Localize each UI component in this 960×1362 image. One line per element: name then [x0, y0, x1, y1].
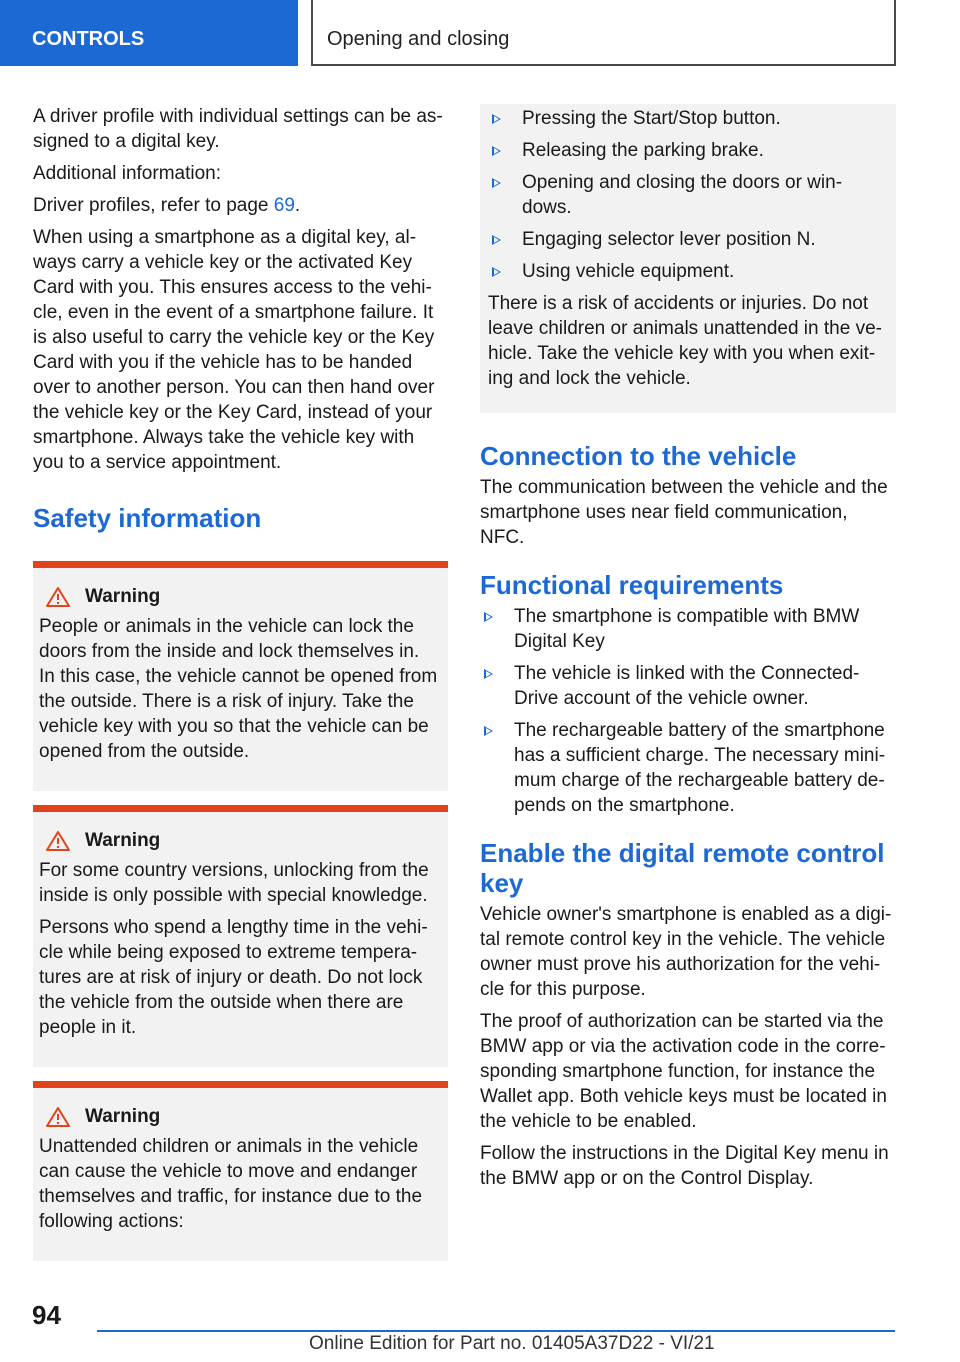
reference-prefix: Driver profiles, refer to page — [33, 195, 274, 216]
list-item: Pressing the Start/Stop button. — [488, 106, 886, 131]
bullet-triangle-icon — [484, 612, 493, 622]
list-item: The rechargeable battery of the smartphone has a sufficient charge. The necessary mini-mum charge of the rechargeable battery de-pends on the smartphone. — [480, 718, 896, 818]
warning-triangle-icon — [45, 830, 71, 852]
list-item: Releasing the parking brake. — [488, 138, 886, 163]
page-69-link[interactable]: 69 — [273, 195, 295, 216]
warning-continued-box — [480, 104, 896, 413]
smartphone-note: When using a smartphone as a digital key, al-ways carry a vehicle key or the activated Key Card with you. This ensures access to the vehi-cle, even in the event of a smartphone failure. It is also useful to carry the vehicle key or the Key Card with you if the vehicle has to be handed over to another person. You can then hand over the vehicle key or the Key Card, instead of your smartphone. Always take the vehicle key with you to a service appointment. — [33, 227, 435, 473]
safety-heading: Safety information — [33, 503, 262, 533]
bullet-triangle-icon — [492, 178, 501, 188]
driver-profiles-reference — [33, 193, 448, 218]
enable-paragraph: Follow the instructions in the Digital Key menu in the BMW app or on the Control Display. — [480, 1143, 889, 1189]
connection-text: The communication between the vehicle and the smartphone uses near field communication, NFC. — [480, 477, 888, 548]
list-item: Using vehicle equipment. — [488, 259, 886, 284]
right-column — [480, 104, 896, 1198]
list-item: The smartphone is compatible with BMW Digital Key — [480, 604, 896, 654]
enable-heading: Enable the digital remote control key — [480, 838, 885, 898]
warning-triangle-icon — [45, 1106, 71, 1128]
warning-text: Unattended children or animals in the vehicle can cause the vehicle to move and endanger themselves and traffic, for instance due to the following actions: — [39, 1136, 423, 1232]
footer-edition: Online Edition for Part no. 01405A37D22 - VI/21 — [309, 1333, 715, 1354]
warning-closing-text: There is a risk of accidents or injuries. Do not leave children or animals unattended in the ve-hicle. Take the vehicle key with you when exit-ing and lock the vehicle. — [488, 293, 882, 389]
bullet-triangle-icon — [492, 146, 501, 156]
reference-suffix: . — [294, 195, 301, 216]
warning-triangle-icon — [45, 586, 71, 608]
bullet-triangle-icon — [492, 114, 501, 124]
list-item: Opening and closing the doors or win-dows. — [488, 170, 886, 220]
enable-paragraph: The proof of authorization can be started via the BMW app or via the activation code in the corre-sponding smartphone function, for instance the Wallet app. Both vehicle keys must be located in the vehicle to be enabled. — [480, 1011, 887, 1132]
page-number: 94 — [32, 1300, 61, 1330]
warning-box-2 — [33, 805, 448, 1067]
warning-title — [39, 1106, 440, 1128]
warning-text: For some country versions, unlocking from the inside is only possible with special knowledge. — [39, 860, 429, 906]
warning-box-1 — [33, 561, 448, 791]
warning-text: People or animals in the vehicle can lock the doors from the inside and lock themselves in. In this case, the vehicle cannot be opened from the outside. There is a risk of injury. Take the vehicle key with you so that the vehicle can be opened from the outside. — [39, 616, 438, 762]
intro-paragraph: A driver profile with individual settings can be as-signed to a digital key. — [33, 106, 443, 152]
warning-text: Persons who spend a lengthy time in the vehi-cle while being exposed to extreme tempera-tures are at risk of injury or death. Do not lock the vehicle from the outside when there are people in it. — [39, 917, 428, 1038]
warning-title-text: Warning — [85, 1106, 161, 1127]
connection-heading: Connection to the vehicle — [480, 441, 797, 471]
warning-actions-list — [488, 106, 886, 284]
list-item: Engaging selector lever position N. — [488, 227, 886, 252]
enable-paragraph: Vehicle owner's smartphone is enabled as a digi-tal remote control key in the vehicle. The vehicle owner must prove his authorization for the vehi-cle for this purpose. — [480, 904, 892, 1000]
warning-title-text: Warning — [85, 830, 161, 851]
requirements-list — [480, 604, 896, 818]
left-column — [33, 104, 448, 1261]
footer-divider — [97, 1330, 895, 1332]
section-tab[interactable]: CONTROLS — [0, 0, 298, 66]
bullet-triangle-icon — [484, 726, 493, 736]
bullet-triangle-icon — [492, 235, 501, 245]
bullet-triangle-icon — [492, 267, 501, 277]
additional-info-label: Additional information: — [33, 163, 221, 184]
warning-box-3 — [33, 1081, 448, 1261]
page-header — [0, 0, 960, 66]
chapter-title: Opening and closing — [311, 0, 896, 66]
warning-title — [39, 586, 440, 608]
requirements-heading: Functional requirements — [480, 570, 784, 600]
bullet-triangle-icon — [484, 669, 493, 679]
warning-title-text: Warning — [85, 586, 161, 607]
warning-title — [39, 830, 440, 852]
list-item: The vehicle is linked with the Connected-Drive account of the vehicle owner. — [480, 661, 896, 711]
